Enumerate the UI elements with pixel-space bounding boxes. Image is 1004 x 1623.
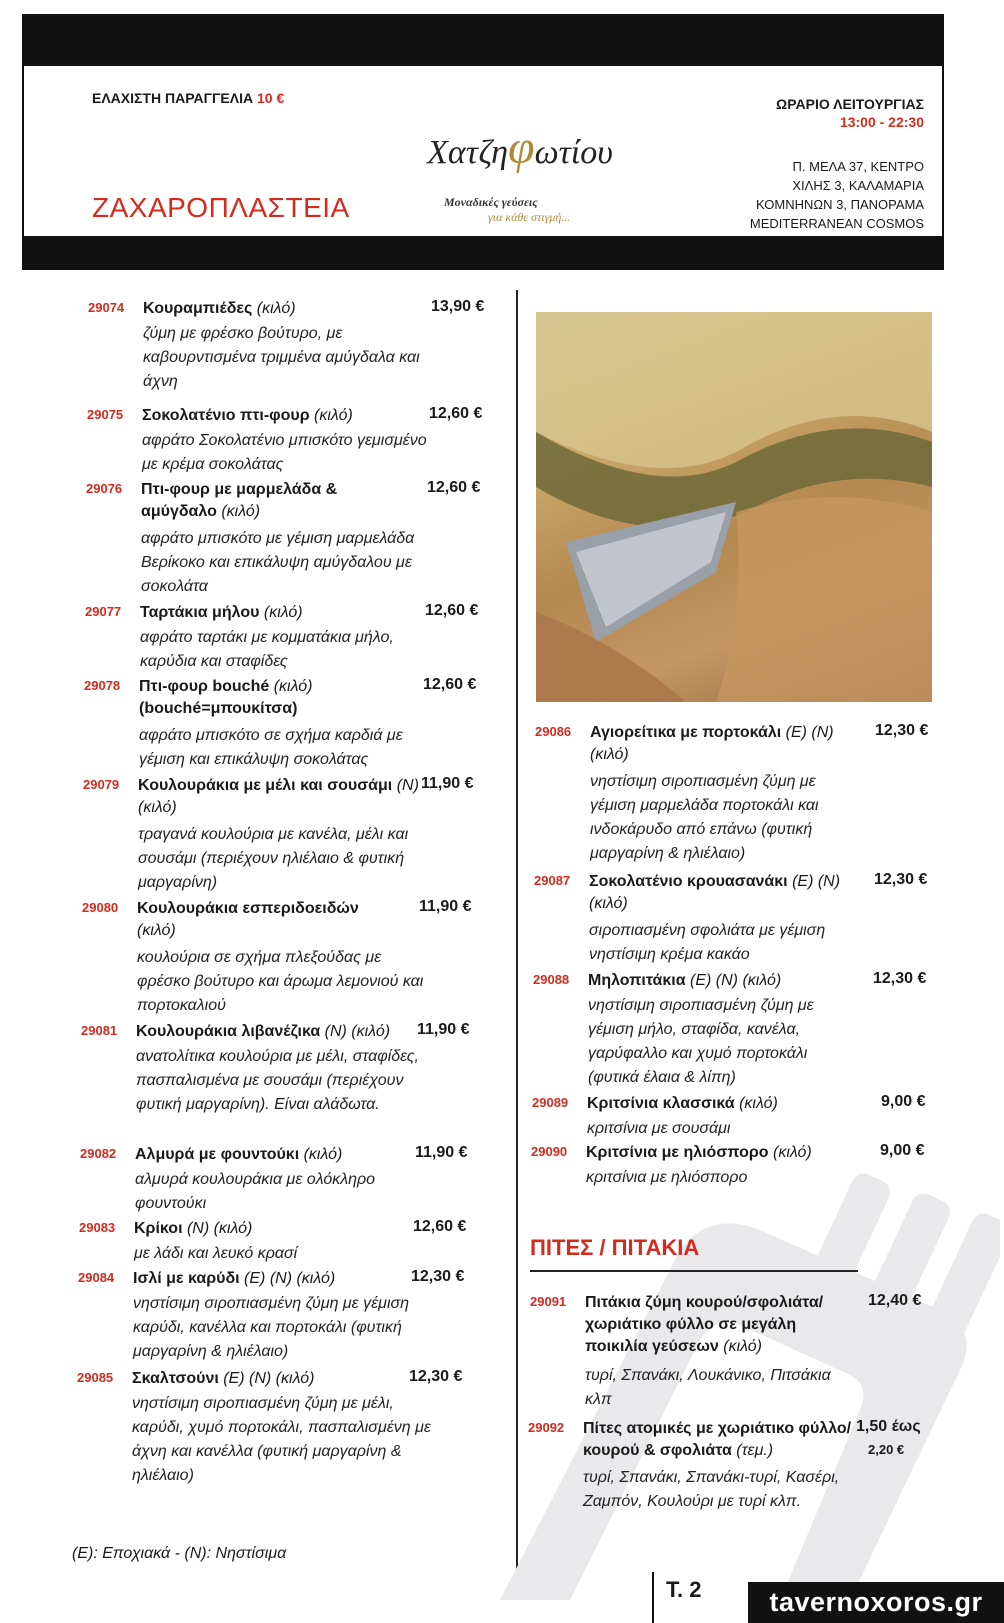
min-order-value: 10 € [257,90,285,106]
item-price: 11,90 € [417,1021,470,1038]
item-price: 12,30 € [874,871,928,888]
item-name: Ισλί με καρύδι (Ε) (Ν) (κιλό) [133,1270,336,1287]
item-price: 11,90 € [415,1144,468,1161]
item-code: 29091 [530,1294,567,1309]
item-price: 12,60 € [423,676,477,693]
item-code: 29089 [532,1095,569,1110]
address-line: ΧΙΛΗΣ 3, ΚΑΛΑΜΑΡΙΑ [792,178,924,193]
item-description: αλμυρά κουλουράκια με ολόκληρο φουντούκι [135,1171,376,1212]
footer-divider [652,1572,654,1623]
item-description: αφράτο Σοκολατένιο μπισκότο γεμισμένο με κρέμα σοκολάτας [142,432,427,473]
item-name: Κουραμπιέδες (κιλό) [143,300,296,317]
item-description: νηστίσιμη σιροπιασμένη ζύμη με μέλι, καρύδι, χυμό πορτοκάλι, πασπαλισμένη με άχνη και κανέλλα (φυτική μαργαρίνη & ηλιέλαιο) [132,1395,431,1484]
item-code: 29078 [84,678,121,693]
item-code: 29077 [85,604,122,619]
item-description: κριτσίνια με σουσάμι [587,1120,731,1137]
section-title-pites: ΠΙΤΕΣ / ΠΙΤΑΚΙΑ [530,1235,700,1260]
item-name: Πτι-φουρ bouché (κιλό) (bouché=μπουκίτσα) [139,678,313,717]
address-line: MEDITERRANEAN COSMOS [749,216,924,231]
item-price: 1,50 έως [856,1418,921,1435]
item-description: τραγανά κουλούρια με κανέλα, μέλι και σουσάμι (περιέχουν ηλιέλαιο & φυτική μαργαρίνη) [138,826,409,891]
item-description: νηστίσιμη σιροπιασμένη ζύμη με γέμιση μαρμελάδα πορτοκάλι και ινδοκάρυδο από επάνω (φυτική μαργαρίνη & ηλιέλαιο) [590,773,819,862]
item-name: Σκαλτσούνι (Ε) (Ν) (κιλό) [132,1370,315,1387]
item-name: Κρίκοι (Ν) (κιλό) [134,1220,253,1237]
address-line: Π. ΜΕΛΑ 37, ΚΕΝΤΡΟ [792,159,924,174]
item-name: Κουλουράκια λιβανέζικα (Ν) (κιλό) [136,1023,391,1040]
item-code: 29085 [77,1370,114,1385]
item-description: ανατολίτικα κουλούρια με μέλι, σταφίδες, πασπαλισμένα με σουσάμι (περιέχουν φυτική μαργαρίνη). Είναι αλάδωτα. [136,1048,419,1113]
item-name: Πτι-φουρ με μαρμελάδα & αμύγδαλο (κιλό) [141,481,338,520]
item-name: Αλμυρά με φουντούκι (κιλό) [135,1146,343,1163]
header-top-band [22,14,944,66]
item-description: ζύμη με φρέσκο βούτυρο, με καβουρντισμένα τριμμένα αμύγδαλα και άχνη [143,325,420,390]
item-code: 29076 [86,481,123,496]
item-name: Κριτσίνια με ηλιόσπορο (κιλό) [586,1144,812,1161]
item-name: Ταρτάκια μήλου (κιλό) [140,604,303,621]
item-code: 29080 [82,900,119,915]
item-code: 29086 [535,724,572,739]
item-name: Κουλουράκια με μέλι και σουσάμι (Ν) (κιλό) [138,777,419,816]
item-description: κριτσίνια με ηλιόσπορο [586,1169,748,1186]
item-name: Σοκολατένιο πτι-φουρ (κιλό) [142,407,353,424]
item-price: 9,00 € [881,1093,926,1110]
hours-label: ΩΡΑΡΙΟ ΛΕΙΤΟΥΡΓΙΑΣ [776,96,924,112]
item-price: 12,40 € [868,1292,922,1309]
pie-photo-icon [536,312,932,702]
item-price: 12,30 € [411,1268,465,1285]
min-order [92,90,284,106]
logo-tagline-2: για κάθε στιγμή... [488,210,571,224]
item-description: τυρί, Σπανάκι, Λουκάνικο, Πιτσάκια κλπ [585,1367,831,1408]
item-price: 12,30 € [873,970,927,987]
item-price: 12,60 € [413,1218,467,1235]
item-name: Πίτες ατομικές με χωριάτικο φύλλο/κουρού & σφολιάτα (τεμ.) [583,1420,852,1459]
min-order-label: ΕΛΑΧΙΣΤΗ ΠΑΡΑΓΓΕΛΙΑ [92,90,254,106]
item-price: 12,60 € [427,479,481,496]
item-description: κουλούρια σε σχήμα πλεξούδας με φρέσκο βούτυρο και άρωμα λεμονιού και πορτοκαλιού [137,949,424,1014]
legend: (Ε): Εποχιακά - (Ν): Νηστίσιμα [72,1545,287,1562]
item-code: 29082 [80,1146,117,1161]
item-name: Πιτάκια ζύμη κουρού/σφολιάτα/ χωριάτικο φύλλο σε μεγάλη ποικιλία γεύσεων (κιλό) [585,1294,824,1355]
opening-hours [776,96,924,130]
item-description: τυρί, Σπανάκι, Σπανάκι-τυρί, Κασέρι, Ζαμπόν, Κουλούρι με τυρί κλπ. [583,1469,840,1510]
item-code: 29084 [78,1270,115,1285]
item-price: 13,90 € [431,298,485,315]
brand-logo [410,120,630,175]
item-name: Αγιορείτικα με πορτοκάλι (Ε) (Ν) (κιλό) [590,724,834,763]
item-price: 11,90 € [419,898,472,915]
item-code: 29083 [79,1220,116,1235]
item-price-max: 2,20 € [868,1442,905,1457]
hours-value: 13:00 - 22:30 [839,114,924,130]
address-line: ΚΟΜΝΗΝΩΝ 3, ΠΑΝΟΡΑΜΑ [756,197,924,212]
item-price: 11,90 € [421,775,474,792]
item-description: αφράτο μπισκότο με γέμιση μαρμελάδα Βερίκοκο και επικάλυψη αμύγδαλου με σοκολάτα [141,530,415,595]
item-price: 12,60 € [429,405,483,422]
logo-tagline-1: Μοναδικές γεύσεις [444,195,538,209]
item-name: Σοκολατένιο κρουασανάκι (Ε) (Ν) (κιλό) [589,873,841,912]
item-name: Κουλουράκια εσπεριδοειδών (κιλό) [137,900,359,939]
item-name: Μηλοπιτάκια (Ε) (Ν) (κιλό) [588,972,782,989]
item-code: 29090 [531,1144,568,1159]
item-description: αφράτο μπισκότο σε σχήμα καρδιά με γέμιση και επικάλυψη σοκολάτας [139,727,403,768]
item-code: 29081 [81,1023,118,1038]
item-description: νηστίσιμη σιροπιασμένη ζύμη με γέμιση μήλο, σταφίδα, κανέλα, γαρύφαλλο και χυμό πορτοκάλι (φυτικά έλαια & λίπη) [588,997,814,1086]
item-description: με λάδι και λευκό κρασί [134,1245,298,1262]
header-bottom-band [22,236,944,270]
item-code: 29092 [528,1420,565,1435]
product-photo [536,312,932,702]
store-addresses [750,157,924,233]
item-description: νηστίσιμη σιροπιασμένη ζύμη με γέμιση καρύδι, κανέλλα και πορτοκάλι (φυτική μαργαρίνη & ηλιέλαιο) [133,1295,410,1360]
item-name: Κριτσίνια κλασσικά (κιλό) [587,1095,778,1112]
item-price: 12,30 € [409,1368,463,1385]
logo-text: Χατζηφωτίου [427,121,613,174]
item-description: σιροπιασμένη σφολιάτα με γέμιση νηστίσιμη κρέμα κακάο [589,922,826,963]
item-code: 29074 [88,300,125,315]
item-code: 29087 [534,873,571,888]
item-code: 29088 [533,972,570,987]
item-code: 29079 [83,777,120,792]
item-price: 12,30 € [875,722,929,739]
item-code: 29075 [87,407,124,422]
item-price: 9,00 € [880,1142,925,1159]
page-title: ΖΑΧΑΡΟΠΛΑΣΤΕΙΑ [92,192,350,223]
site-watermark: tavernoxoros.gr [748,1582,1004,1623]
item-description: αφράτο ταρτάκι με κομματάκια μήλο, καρύδια και σταφίδες [140,629,394,670]
phone-label: Τ. 2 [666,1577,702,1602]
section-rule [530,1270,858,1272]
item-price: 12,60 € [425,602,479,619]
